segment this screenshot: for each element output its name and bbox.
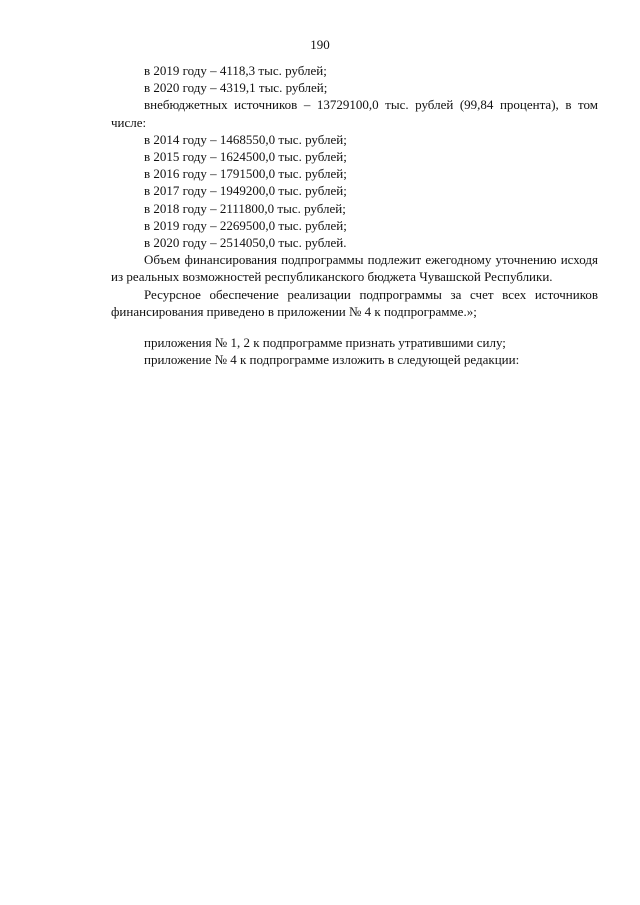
resource-paragraph: Ресурсное обеспечение реализации подпрограммы за счет всех источников финансирования приведено в приложении № 4 к подпрограмме.»;: [111, 286, 598, 319]
financing-paragraph: Объем финансирования подпрограммы подлежит ежегодному уточнению исходя из реальных возможностей республиканского бюджета Чувашской Республики.: [111, 252, 598, 285]
year-line: в 2019 году – 2269500,0 тыс. рублей;: [144, 217, 347, 233]
year-line: в 2016 году – 1791500,0 тыс. рублей;: [144, 166, 347, 182]
extra-budget-paragraph: внебюджетных источников – 13729100,0 тыс. рублей (99,84 процента), в том числе:: [111, 97, 598, 130]
year-line: в 2014 году – 1468550,0 тыс. рублей;: [144, 131, 347, 147]
year-line: в 2018 году – 2111800,0 тыс. рублей;: [144, 200, 346, 216]
amendment-line: приложение № 4 к подпрограмме изложить в следующей редакции:: [144, 352, 520, 368]
year-line: в 2020 году – 2514050,0 тыс. рублей.: [144, 235, 347, 251]
page-number: 190: [310, 37, 330, 52]
funding-line-2019: в 2019 году – 4118,3 тыс. рублей;: [144, 63, 327, 78]
paragraph-gap: [111, 320, 598, 334]
year-line: в 2017 году – 1949200,0 тыс. рублей;: [144, 183, 347, 199]
amendment-line: приложения № 1, 2 к подпрограмме признать утратившими силу;: [144, 335, 506, 351]
year-line: в 2015 году – 1624500,0 тыс. рублей;: [144, 149, 347, 165]
funding-line-2020: в 2020 году – 4319,1 тыс. рублей;: [144, 80, 328, 96]
document-body: [111, 62, 598, 368]
